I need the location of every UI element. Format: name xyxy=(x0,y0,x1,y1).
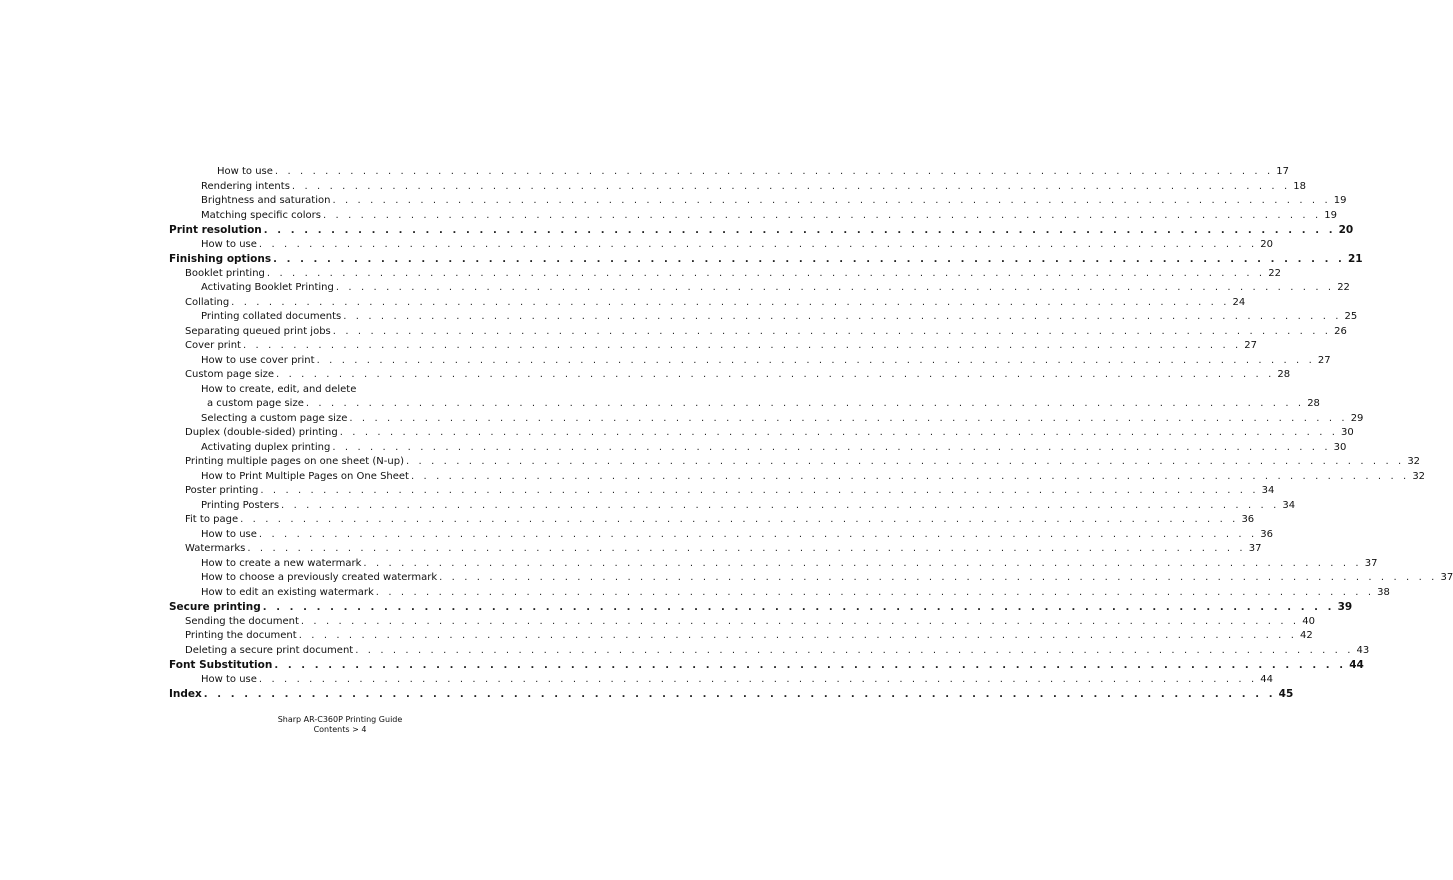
toc-entry[interactable] xyxy=(169,426,1354,441)
toc-entry-title[interactable]: How to use xyxy=(201,673,257,685)
toc-entry-title[interactable]: Matching specific colors xyxy=(201,209,321,221)
dot-leader: . . . . . . . . . . . . . . . . . . . . . . . . . . . . . . . . . . . . . . . . . . . . . . . . . . . . . . . . . . . . . . . . . . . . . . . . . . . . . . . . xyxy=(258,673,1258,685)
toc-page-number[interactable]: 45 xyxy=(1278,688,1294,700)
toc-entry[interactable] xyxy=(169,513,1255,528)
dot-leader: . . . . . . . . . . . . . . . . . . . . . . . . . . . . . . . . . . . . . . . . . . . . . . . . . . . . . . . . . . . . . . . . . . . . . . . . . . . . . . . . xyxy=(291,180,1291,192)
dot-leader: . . . . . . . . . . . . . . . . . . . . . . . . . . . . . . . . . . . . . . . . . . . . . . . . . . . . . . . . . . . . . . . . . . . . . . . . . . . . . . . . xyxy=(439,572,1438,583)
toc-entry[interactable] xyxy=(169,281,1350,296)
toc-entry-title[interactable]: Watermarks xyxy=(185,543,246,554)
toc-page-number[interactable]: 37 xyxy=(1440,572,1453,583)
toc-page-number[interactable]: 17 xyxy=(1276,166,1289,177)
toc-page-number[interactable]: 27 xyxy=(1317,354,1331,366)
toc-entry-title[interactable]: How to Print Multiple Pages on One Sheet xyxy=(201,470,409,482)
toc-entry[interactable] xyxy=(169,470,1426,485)
toc-entry-title[interactable]: Font Substitution xyxy=(169,659,273,671)
dot-leader: . . . . . . . . . . . . . . . . . . . . . . . . . . . . . . . . . . . . . . . . . . . . . . . . . . . . . . . . . . . . . . . . . . . . . . . . . . . . . . . . xyxy=(339,427,1339,438)
toc-page-number[interactable]: 42 xyxy=(1300,630,1313,641)
toc-entry[interactable] xyxy=(169,673,1273,688)
toc-page-number[interactable]: 25 xyxy=(1344,311,1358,322)
toc-entry-title[interactable]: How to create a new watermark xyxy=(201,557,362,569)
toc-entry[interactable] xyxy=(169,296,1246,311)
toc-page-number[interactable]: 44 xyxy=(1260,673,1273,685)
toc-page-number[interactable]: 29 xyxy=(1350,412,1364,424)
dot-leader: . . . . . . . . . . . . . . . . . . . . . . . . . . . . . . . . . . . . . . . . . . . . . . . . . . . . . . . . . . . . . . . . . . . . . . . . . . . . . . . . xyxy=(263,225,1336,236)
toc-page-number[interactable]: 37 xyxy=(1248,543,1262,554)
toc-entry-title[interactable]: Print resolution xyxy=(169,224,262,236)
toc-entry-title[interactable]: How to use xyxy=(201,528,257,540)
toc-entry-title[interactable]: Poster printing xyxy=(185,485,259,496)
toc-entry[interactable] xyxy=(169,542,1262,557)
toc-entry-title[interactable]: Deleting a secure print document xyxy=(185,644,354,656)
toc-entry-title[interactable]: Printing multiple pages on one sheet (N-up) xyxy=(185,456,404,467)
toc-entry[interactable] xyxy=(169,600,1353,615)
toc-page-number[interactable]: 32 xyxy=(1412,470,1426,482)
toc-page-number[interactable]: 18 xyxy=(1293,180,1306,192)
dot-leader: . . . . . . . . . . . . . . . . . . . . . . . . . . . . . . . . . . . . . . . . . . . . . . . . . . . . . . . . . . . . . . . . . . . . . . . . . . . . . . . . xyxy=(258,238,1258,250)
dot-leader: . . . . . . . . . . . . . . . . . . . . . . . . . . . . . . . . . . . . . . . . . . . . . . . . . . . . . . . . . . . . . . . . . . . . . . . . . . . . . . . . xyxy=(332,325,1332,337)
dot-leader: . . . . . . . . . . . . . . . . . . . . . . . . . . . . . . . . . . . . . . . . . . . . . . . . . . . . . . . . . . . . . . . . . . . . . . . . . . . . . . . . xyxy=(363,557,1362,569)
toc-page-number[interactable]: 32 xyxy=(1407,456,1421,467)
toc-entry[interactable] xyxy=(169,223,1354,238)
dot-leader: . . . . . . . . . . . . . . . . . . . . . . . . . . . . . . . . . . . . . . . . . . . . . . . . . . . . . . . . . . . . . . . . . . . . . . . . . . . . . . . . xyxy=(305,398,1305,409)
toc-entry[interactable] xyxy=(169,209,1338,224)
dot-leader: . . . . . . . . . . . . . . . . . . . . . . . . . . . . . . . . . . . . . . . . . . . . . . . . . . . . . . . . . . . . . . . . . . . . . . . . . . . . . . . . xyxy=(266,267,1266,279)
toc-page-number[interactable]: 19 xyxy=(1333,195,1347,206)
toc-page-number[interactable]: 28 xyxy=(1307,398,1320,409)
dot-leader: . . . . . . . . . . . . . . . . . . . . . . . . . . . . . . . . . . . . . . . . . . . . . . . . . . . . . . . . . . . . . . . . . . . . . . . . . . . . . . . . xyxy=(273,254,1345,265)
dot-leader: . . . . . . . . . . . . . . . . . . . . . . . . . . . . . . . . . . . . . . . . . . . . . . . . . . . . . . . . . . . . . . . . . . . . . . . . . . . . . . . . xyxy=(281,499,1280,511)
toc-entry[interactable] xyxy=(169,194,1347,209)
dot-leader: . . . . . . . . . . . . . . . . . . . . . . . . . . . . . . . . . . . . . . . . . . . . . . . . . . . . . . . . . . . . . . . . . . . . . . . . . . . . . . . . xyxy=(300,615,1300,627)
toc-page-number[interactable]: 20 xyxy=(1338,224,1354,236)
toc-entry-title[interactable]: Duplex (double-sided) printing xyxy=(185,427,338,438)
toc-entry-title[interactable]: Brightness and saturation xyxy=(201,195,331,206)
dot-leader: . . . . . . . . . . . . . . . . . . . . . . . . . . . . . . . . . . . . . . . . . . . . . . . . . . . . . . . . . . . . . . . . . . . . . . . . . . . . . . . . xyxy=(410,470,1410,482)
dot-leader: . . . . . . . . . . . . . . . . . . . . . . . . . . . . . . . . . . . . . . . . . . . . . . . . . . . . . . . . . . . . . . . . . . . . . . . . . . . . . . . . xyxy=(262,602,1335,613)
toc-page-number[interactable]: 24 xyxy=(1232,296,1246,308)
toc-page-number[interactable]: 39 xyxy=(1337,601,1353,613)
toc-entry-title[interactable]: Cover print xyxy=(185,340,241,351)
dot-leader: . . . . . . . . . . . . . . . . . . . . . . . . . . . . . . . . . . . . . . . . . . . . . . . . . . . . . . . . . . . . . . . . . . . . . . . . . . . . . . . . xyxy=(274,660,1347,671)
dot-leader: . . . . . . . . . . . . . . . . . . . . . . . . . . . . . . . . . . . . . . . . . . . . . . . . . . . . . . . . . . . . . . . . . . . . . . . . . . . . . . . . xyxy=(247,543,1246,554)
toc-page-number[interactable]: 43 xyxy=(1356,644,1370,656)
toc-entry-title[interactable]: Index xyxy=(169,688,202,700)
toc-entry-title[interactable]: Printing collated documents xyxy=(201,311,342,322)
toc-entry[interactable] xyxy=(169,397,1320,412)
dot-leader: . . . . . . . . . . . . . . . . . . . . . . . . . . . . . . . . . . . . . . . . . . . . . . . . . . . . . . . . . . . . . . . . . . . . . . . . . . . . . . . . xyxy=(332,441,1331,453)
dot-leader: . . . . . . . . . . . . . . . . . . . . . . . . . . . . . . . . . . . . . . . . . . . . . . . . . . . . . . . . . . . . . . . . . . . . . . . . . . . . . . . . xyxy=(375,586,1375,598)
dot-leader: . . . . . . . . . . . . . . . . . . . . . . . . . . . . . . . . . . . . . . . . . . . . . . . . . . . . . . . . . . . . . . . . . . . . . . . . . . . . . . . . xyxy=(322,209,1322,221)
toc-page-number[interactable]: 28 xyxy=(1277,369,1291,380)
toc-entry-title[interactable]: Fit to page xyxy=(185,514,239,525)
dot-leader: . . . . . . . . . . . . . . . . . . . . . . . . . . . . . . . . . . . . . . . . . . . . . . . . . . . . . . . . . . . . . . . . . . . . . . . . . . . . . . . . xyxy=(276,369,1275,380)
dot-leader: . . . . . . . . . . . . . . . . . . . . . . . . . . . . . . . . . . . . . . . . . . . . . . . . . . . . . . . . . . . . . . . . . . . . . . . . . . . . . . . . xyxy=(274,166,1274,177)
toc-entry-title[interactable]: How to use xyxy=(201,238,257,250)
toc-entry[interactable] xyxy=(169,180,1306,195)
toc-entry-title[interactable]: Separating queued print jobs xyxy=(185,325,331,337)
toc-entry-title[interactable]: How to use cover print xyxy=(201,354,315,366)
toc-entry[interactable] xyxy=(169,644,1370,659)
toc-page-number[interactable]: 34 xyxy=(1282,499,1296,511)
toc-entry[interactable] xyxy=(169,629,1313,644)
toc-page-number[interactable]: 36 xyxy=(1241,514,1255,525)
toc-page-number[interactable]: 19 xyxy=(1324,209,1338,221)
toc-entry-title[interactable]: Activating Booklet Printing xyxy=(201,282,334,293)
toc-entry[interactable] xyxy=(169,528,1273,543)
toc-page-number[interactable]: 40 xyxy=(1302,615,1315,627)
toc-entry-title-line[interactable]: How to create, edit, and delete xyxy=(201,383,357,395)
dot-leader: . . . . . . . . . . . . . . . . . . . . . . . . . . . . . . . . . . . . . . . . . . . . . . . . . . . . . . . . . . . . . . . . . . . . . . . . . . . . . . . . xyxy=(260,485,1259,496)
toc-entry-title[interactable]: Activating duplex printing xyxy=(201,441,331,453)
dot-leader: . . . . . . . . . . . . . . . . . . . . . . . . . . . . . . . . . . . . . . . . . . . . . . . . . . . . . . . . . . . . . . . . . . . . . . . . . . . . . . . . xyxy=(231,296,1230,308)
toc-page-number[interactable]: 27 xyxy=(1244,340,1258,351)
toc-entry[interactable] xyxy=(169,252,1363,267)
toc-entry-title[interactable]: Sending the document xyxy=(185,615,299,627)
toc-entry[interactable] xyxy=(169,368,1291,383)
footer-guide-title: Sharp AR-C360P Printing Guide xyxy=(277,715,403,724)
toc-page-number[interactable]: 34 xyxy=(1261,485,1275,496)
dot-leader: . . . . . . . . . . . . . . . . . . . . . . . . . . . . . . . . . . . . . . . . . . . . . . . . . . . . . . . . . . . . . . . . . . . . . . . . . . . . . . . . xyxy=(203,689,1276,700)
toc-entry[interactable] xyxy=(169,615,1315,630)
toc-page-number[interactable]: 36 xyxy=(1260,528,1273,540)
page-footer xyxy=(0,715,680,735)
toc-entry-title[interactable]: How to choose a previously created watermark xyxy=(201,572,438,583)
toc-entry-title[interactable]: Rendering intents xyxy=(201,180,290,192)
toc-entry[interactable] xyxy=(169,339,1258,354)
toc-entry-title[interactable]: a custom page size xyxy=(207,398,304,409)
toc-entry[interactable] xyxy=(169,310,1358,325)
toc-entry[interactable] xyxy=(169,557,1378,572)
toc-entry[interactable] xyxy=(169,412,1364,427)
toc-entry[interactable] xyxy=(169,354,1331,369)
toc-page-number[interactable]: 30 xyxy=(1341,427,1354,438)
toc-page-number[interactable]: 37 xyxy=(1364,557,1378,569)
toc-page-number[interactable]: 44 xyxy=(1349,659,1364,671)
toc-page-number[interactable]: 22 xyxy=(1268,267,1281,279)
toc-page-number[interactable]: 26 xyxy=(1334,325,1347,337)
toc-entry[interactable] xyxy=(169,441,1347,456)
toc-entry-title[interactable]: How to use xyxy=(217,166,273,177)
toc-entry-title[interactable]: Printing the document xyxy=(185,630,297,641)
dot-leader: . . . . . . . . . . . . . . . . . . . . . . . . . . . . . . . . . . . . . . . . . . . . . . . . . . . . . . . . . . . . . . . . . . . . . . . . . . . . . . . . xyxy=(335,282,1335,293)
dot-leader: . . . . . . . . . . . . . . . . . . . . . . . . . . . . . . . . . . . . . . . . . . . . . . . . . . . . . . . . . . . . . . . . . . . . . . . . . . . . . . . . xyxy=(240,514,1239,525)
dot-leader: . . . . . . . . . . . . . . . . . . . . . . . . . . . . . . . . . . . . . . . . . . . . . . . . . . . . . . . . . . . . . . . . . . . . . . . . . . . . . . . . xyxy=(258,528,1258,540)
dot-leader: . . . . . . . . . . . . . . . . . . . . . . . . . . . . . . . . . . . . . . . . . . . . . . . . . . . . . . . . . . . . . . . . . . . . . . . . . . . . . . . . xyxy=(316,354,1315,366)
dot-leader: . . . . . . . . . . . . . . . . . . . . . . . . . . . . . . . . . . . . . . . . . . . . . . . . . . . . . . . . . . . . . . . . . . . . . . . . . . . . . . . . xyxy=(343,311,1342,322)
toc-page-number[interactable]: 30 xyxy=(1333,441,1347,453)
toc-entry-title[interactable]: Secure printing xyxy=(169,601,261,613)
toc-entry-title[interactable]: Finishing options xyxy=(169,253,272,265)
toc-entry-title[interactable]: How to edit an existing watermark xyxy=(201,586,374,598)
dot-leader: . . . . . . . . . . . . . . . . . . . . . . . . . . . . . . . . . . . . . . . . . . . . . . . . . . . . . . . . . . . . . . . . . . . . . . . . . . . . . . . . xyxy=(355,644,1354,656)
toc-entry-title[interactable]: Printing Posters xyxy=(201,499,280,511)
dot-leader: . . . . . . . . . . . . . . . . . . . . . . . . . . . . . . . . . . . . . . . . . . . . . . . . . . . . . . . . . . . . . . . . . . . . . . . . . . . . . . . . xyxy=(298,630,1298,641)
toc-entry[interactable] xyxy=(169,586,1390,601)
toc-entry[interactable] xyxy=(169,455,1421,470)
footer-breadcrumb: Contents > 4 xyxy=(313,725,367,734)
toc-entry[interactable] xyxy=(169,687,1294,702)
toc-page-number[interactable]: 22 xyxy=(1337,282,1350,293)
toc-entry-title[interactable]: Selecting a custom page size xyxy=(201,412,348,424)
toc-entry-title[interactable]: Booklet printing xyxy=(185,267,265,279)
dot-leader: . . . . . . . . . . . . . . . . . . . . . . . . . . . . . . . . . . . . . . . . . . . . . . . . . . . . . . . . . . . . . . . . . . . . . . . . . . . . . . . . xyxy=(405,456,1405,467)
dot-leader: . . . . . . . . . . . . . . . . . . . . . . . . . . . . . . . . . . . . . . . . . . . . . . . . . . . . . . . . . . . . . . . . . . . . . . . . . . . . . . . . xyxy=(332,195,1331,206)
toc-entry-title[interactable]: Custom page size xyxy=(185,369,275,380)
toc-page-number[interactable]: 38 xyxy=(1377,586,1390,598)
toc-entry[interactable] xyxy=(169,484,1275,499)
dot-leader: . . . . . . . . . . . . . . . . . . . . . . . . . . . . . . . . . . . . . . . . . . . . . . . . . . . . . . . . . . . . . . . . . . . . . . . . . . . . . . . . xyxy=(349,412,1348,424)
toc-entry[interactable] xyxy=(169,658,1364,673)
toc-page-number[interactable]: 20 xyxy=(1260,238,1273,250)
toc-page-number[interactable]: 21 xyxy=(1347,253,1363,265)
dot-leader: . . . . . . . . . . . . . . . . . . . . . . . . . . . . . . . . . . . . . . . . . . . . . . . . . . . . . . . . . . . . . . . . . . . . . . . . . . . . . . . . xyxy=(242,340,1242,351)
toc-entry-title[interactable]: Collating xyxy=(185,296,230,308)
toc-entry[interactable] xyxy=(169,571,1453,586)
toc-entry[interactable] xyxy=(169,499,1296,514)
toc-entry[interactable] xyxy=(169,165,1289,180)
table-of-contents xyxy=(169,165,1453,702)
toc-entry[interactable] xyxy=(169,238,1273,253)
toc-entry[interactable] xyxy=(169,267,1281,282)
toc-entry[interactable] xyxy=(169,325,1347,340)
